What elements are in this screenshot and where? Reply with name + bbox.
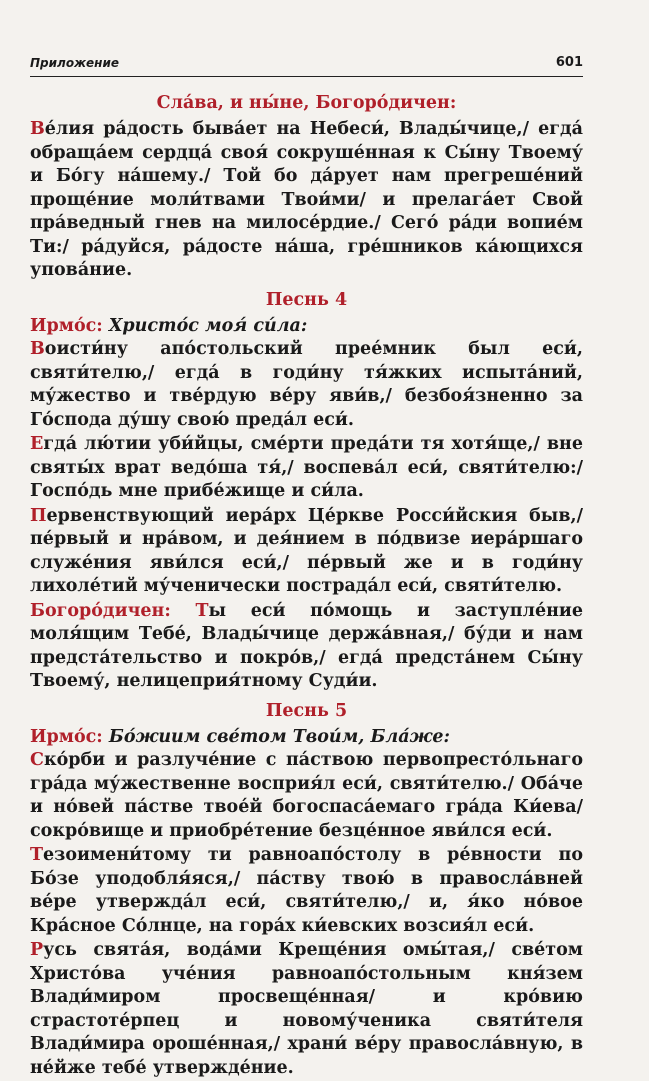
troparion-text: ервенствующий иера́рх Це́ркве Росси́йския быв,/ пе́рвый и нра́вом, и дея́нием в по́двизе иера́ршаго служе́ния яви́лся еси́,/ пе́рвый же и в годи́ну лихоле́тий му́ченически пострада́л еси́, святи́телю. [30,505,583,596]
troparion-text: оисти́ну апо́стольский прее́мник был еси́, святи́телю,/ егда́ в годи́ну тя́жких испыта́ний, му́жество и тве́рдую ве́ру яви́в,/ безбоя́зненно за Го́спода ду́шу свою́ преда́л еси́. [30,339,583,430]
song-4-heading: Песнь 4 [265,289,348,310]
section-title: Приложение [30,56,119,70]
song-5-troparion-1 [30,749,583,843]
book-page [30,52,583,1081]
running-header [30,52,583,70]
theotokion-label: Богоро́дичен: [30,600,171,621]
troparion-text: е́лия ра́дость быва́ет на Небеси́, Влады́чице,/ егда́ обраща́ем сердца́ своя́ сокруше́нная к Сы́ну Твоему́ и Бо́гу на́шему./ Той бо да́рует нам прегреше́ний проще́ние моли́твами Твои́ми/ и прелага́ет Свой пра́ведный гнев на милосе́рдие./ Сего́ ра́ди вопие́м Ти:/ ра́дуйся, ра́досте на́ша, гре́шников ка́ющихся упова́ние. [30,119,583,280]
header-rule [30,76,583,77]
irmos-label: Ирмо́с: [30,315,103,336]
drop-initial: С [30,750,44,770]
song-4-theotokion [30,600,583,694]
song-5-troparion-2 [30,844,583,938]
troparion-text: гда́ лю́тии уби́йцы, сме́рти преда́ти тя хотя́ще,/ вне святы́х врат ведо́ша тя́,/ воспева́л еси́, святи́телю:/ Госпо́дь мне прибе́жище и си́ла. [30,434,583,501]
song-4-irmos [30,315,583,339]
page-number: 601 [555,55,583,70]
irmos-incipit: Христо́с моя́ си́ла: [108,315,308,336]
glory-heading: Сла́ва, и ны́не, Богоро́дичен: [156,93,457,113]
song-5-troparion-3 [30,939,583,1080]
song-4-troparion-1 [30,338,583,432]
irmos-incipit: Бо́жиим све́том Твои́м, Бла́же: [108,726,450,747]
troparion-text: усь свята́я, вода́ми Креще́ния омы́тая,/ све́том Христо́ва уче́ния равноапо́стольным кня́зем Влади́миром просвеще́нная/ и кро́вию страстоте́рпец и новому́ченика святи́теля Влади́мира ороше́нная,/ храни́ ве́ру правосла́вную, в не́йже тебе́ утвержде́ние. [30,940,583,1078]
drop-initial: П [30,505,47,526]
song-4-troparion-2 [30,433,583,504]
song-5-irmos [30,726,583,750]
troparion-text: ко́рби и разлуче́ние с па́ствою первопресто́льнаго гра́да му́жественне восприя́л еси́, святи́телю./ Оба́че и но́вей па́стве твое́й богоспаса́емаго гра́да Ки́ева/ сокро́вище и приобре́тение безце́нное яви́лся еси́. [30,750,583,841]
drop-initial: Т [30,845,44,865]
song-4-troparion-3 [30,505,583,599]
drop-initial: В [30,339,45,359]
irmos-label: Ирмо́с: [30,726,103,747]
drop-initial: Р [30,940,44,960]
drop-initial: Е [30,434,44,454]
drop-initial: В [30,119,45,139]
troparion-text: езоимени́тому ти равноапо́столу в ре́вности по Бо́зе уподобля́яся,/ па́ству твою́ в правосла́вней ве́ре утвержда́л еси́, святи́телю,/ и, я́ко но́вое Кра́сное Со́лнце, на гора́х ки́евских возсия́л еси́. [30,845,583,936]
song-5-heading: Песнь 5 [265,700,348,721]
glory-troparion [30,118,583,283]
troparion-text: ы еси́ по́мощь и заступле́ние моля́щим Тебе́, Влады́чице держа́вная,/ бу́ди и нам предста́тельство и покро́в,/ егда́ предста́нем Сы́ну Твоему́, нелицеприя́тному Суди́и. [30,600,584,691]
drop-initial: Т [195,600,209,621]
